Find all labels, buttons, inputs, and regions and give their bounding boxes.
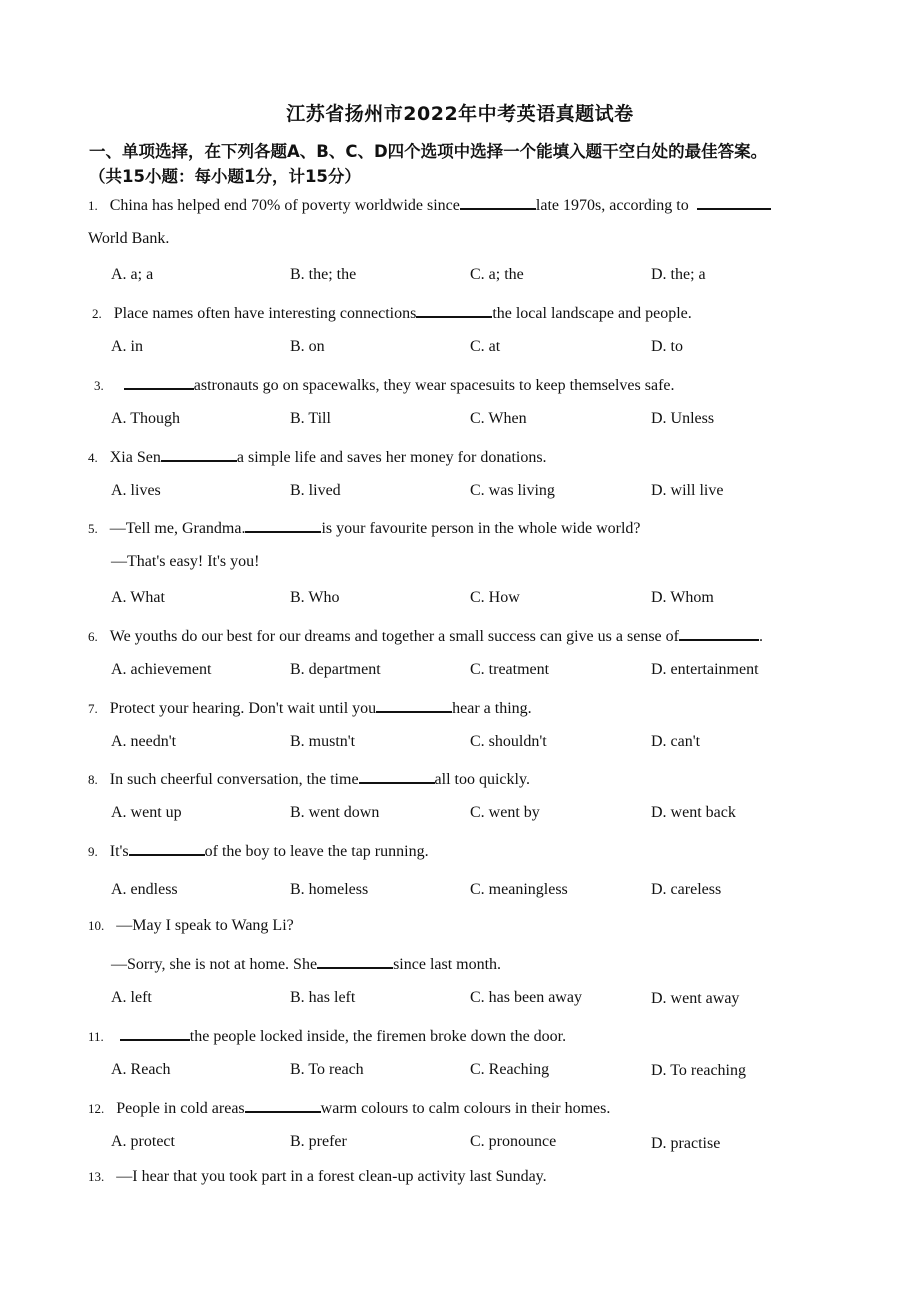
question-number: 10. [88, 918, 105, 933]
option-d: D. Whom [651, 589, 714, 606]
option-c: C. meaningless [470, 881, 568, 898]
question-10: 10. —May I speak to Wang Li? [88, 917, 294, 934]
option-c: C. went by [470, 804, 540, 821]
option-d: D. went back [651, 804, 736, 821]
question-9: 9. It's of the boy to leave the tap running. [88, 840, 429, 861]
option-a: A. endless [111, 881, 178, 898]
question-number: 1. [88, 198, 98, 213]
option-a: A. What [111, 589, 165, 606]
answer-blank [679, 625, 759, 641]
question-8: 8. In such cheerful conversation, the time all too quickly. [88, 768, 530, 789]
question-number: 7. [88, 701, 98, 716]
section-note: （共15小题：每小题1分，计15分） [89, 167, 361, 186]
question-13: 13. —I hear that you took part in a forest clean-up activity last Sunday. [88, 1168, 547, 1185]
option-c: C. shouldn't [470, 733, 547, 750]
answer-blank [460, 194, 536, 210]
answer-blank [376, 697, 452, 713]
question-number: 6. [88, 629, 98, 644]
option-d: D. the; a [651, 266, 706, 283]
question-number: 8. [88, 772, 98, 787]
question-number: 12. [88, 1101, 105, 1116]
option-a: A. protect [111, 1133, 175, 1150]
option-d: D. will live [651, 482, 724, 499]
question-number: 13. [88, 1169, 105, 1184]
question-1-continued: World Bank. [88, 230, 170, 247]
option-a: A. in [111, 338, 143, 355]
option-a: A. a; a [111, 266, 154, 283]
option-b: B. Till [290, 410, 331, 427]
option-c: C. How [470, 589, 520, 606]
question-number: 3. [94, 378, 104, 393]
answer-blank [120, 1025, 190, 1041]
option-a: A. Reach [111, 1061, 171, 1078]
question-6: 6. We youths do our best for our dreams and together a small success can give us a sense of . [88, 625, 763, 646]
option-d: D. careless [651, 881, 722, 898]
question-2: 2. Place names often have interesting connections the local landscape and people. [92, 302, 692, 323]
question-number: 5. [88, 521, 98, 536]
question-3: 3. astronauts go on spacewalks, they wear spacesuits to keep themselves safe. [94, 374, 675, 395]
option-c: C. When [470, 410, 527, 427]
option-a: A. Though [111, 410, 181, 427]
question-10-reply: —Sorry, she is not at home. She since last month. [111, 953, 501, 974]
question-12: 12. People in cold areas warm colours to calm colours in their homes. [88, 1097, 610, 1118]
answer-blank [245, 1097, 321, 1113]
answer-blank [416, 302, 492, 318]
option-d: D. Unless [651, 410, 715, 427]
option-b: B. Who [290, 589, 340, 606]
option-a: A. needn't [111, 733, 177, 750]
question-number: 4. [88, 450, 98, 465]
option-a: A. left [111, 989, 152, 1006]
option-b: B. the; the [290, 266, 357, 283]
option-c: C. a; the [470, 266, 524, 283]
question-number: 9. [88, 844, 98, 859]
option-a: A. achievement [111, 661, 212, 678]
option-d: D. went away [651, 990, 740, 1007]
option-c: C. has been away [470, 989, 582, 1006]
option-c: C. at [470, 338, 501, 355]
option-b: B. department [290, 661, 381, 678]
option-b: B. mustn't [290, 733, 356, 750]
question-number: 11. [88, 1029, 104, 1044]
option-d: D. entertainment [651, 661, 759, 678]
option-b: B. prefer [290, 1133, 347, 1150]
option-d: D. to [651, 338, 683, 355]
option-c: C. pronounce [470, 1133, 557, 1150]
question-11: 11. the people locked inside, the firemen broke down the door. [88, 1025, 566, 1046]
page-title: 江苏省扬州市2022年中考英语真题试卷 [286, 103, 634, 125]
option-d: D. practise [651, 1135, 721, 1152]
option-b: B. on [290, 338, 325, 355]
question-4: 4. Xia Sen a simple life and saves her money for donations. [88, 446, 547, 467]
question-1: 1. China has helped end 70% of poverty worldwide since late 1970s, according to [88, 194, 771, 215]
option-c: C. Reaching [470, 1061, 550, 1078]
answer-blank [161, 446, 237, 462]
question-number: 2. [92, 306, 102, 321]
option-b: B. To reach [290, 1061, 364, 1078]
answer-blank [359, 768, 435, 784]
option-a: A. lives [111, 482, 161, 499]
answer-blank [129, 840, 205, 856]
question-5: 5. —Tell me, Grandma. is your favourite person in the whole wide world? [88, 517, 641, 538]
answer-blank [317, 953, 393, 969]
option-b: B. has left [290, 989, 356, 1006]
option-d: D. can't [651, 733, 701, 750]
question-7: 7. Protect your hearing. Don't wait until you hear a thing. [88, 697, 532, 718]
answer-blank [697, 194, 771, 210]
answer-blank [124, 374, 194, 390]
option-c: C. was living [470, 482, 555, 499]
option-d: D. To reaching [651, 1062, 746, 1079]
option-a: A. went up [111, 804, 182, 821]
section-heading: 一、单项选择，在下列各题A、B、C、D四个选项中选择一个能填入题干空白处的最佳答案。 [89, 142, 768, 161]
option-c: C. treatment [470, 661, 550, 678]
option-b: B. went down [290, 804, 380, 821]
option-b: B. lived [290, 482, 341, 499]
question-5-reply: —That's easy! It's you! [111, 553, 260, 570]
answer-blank [245, 517, 321, 533]
option-b: B. homeless [290, 881, 369, 898]
